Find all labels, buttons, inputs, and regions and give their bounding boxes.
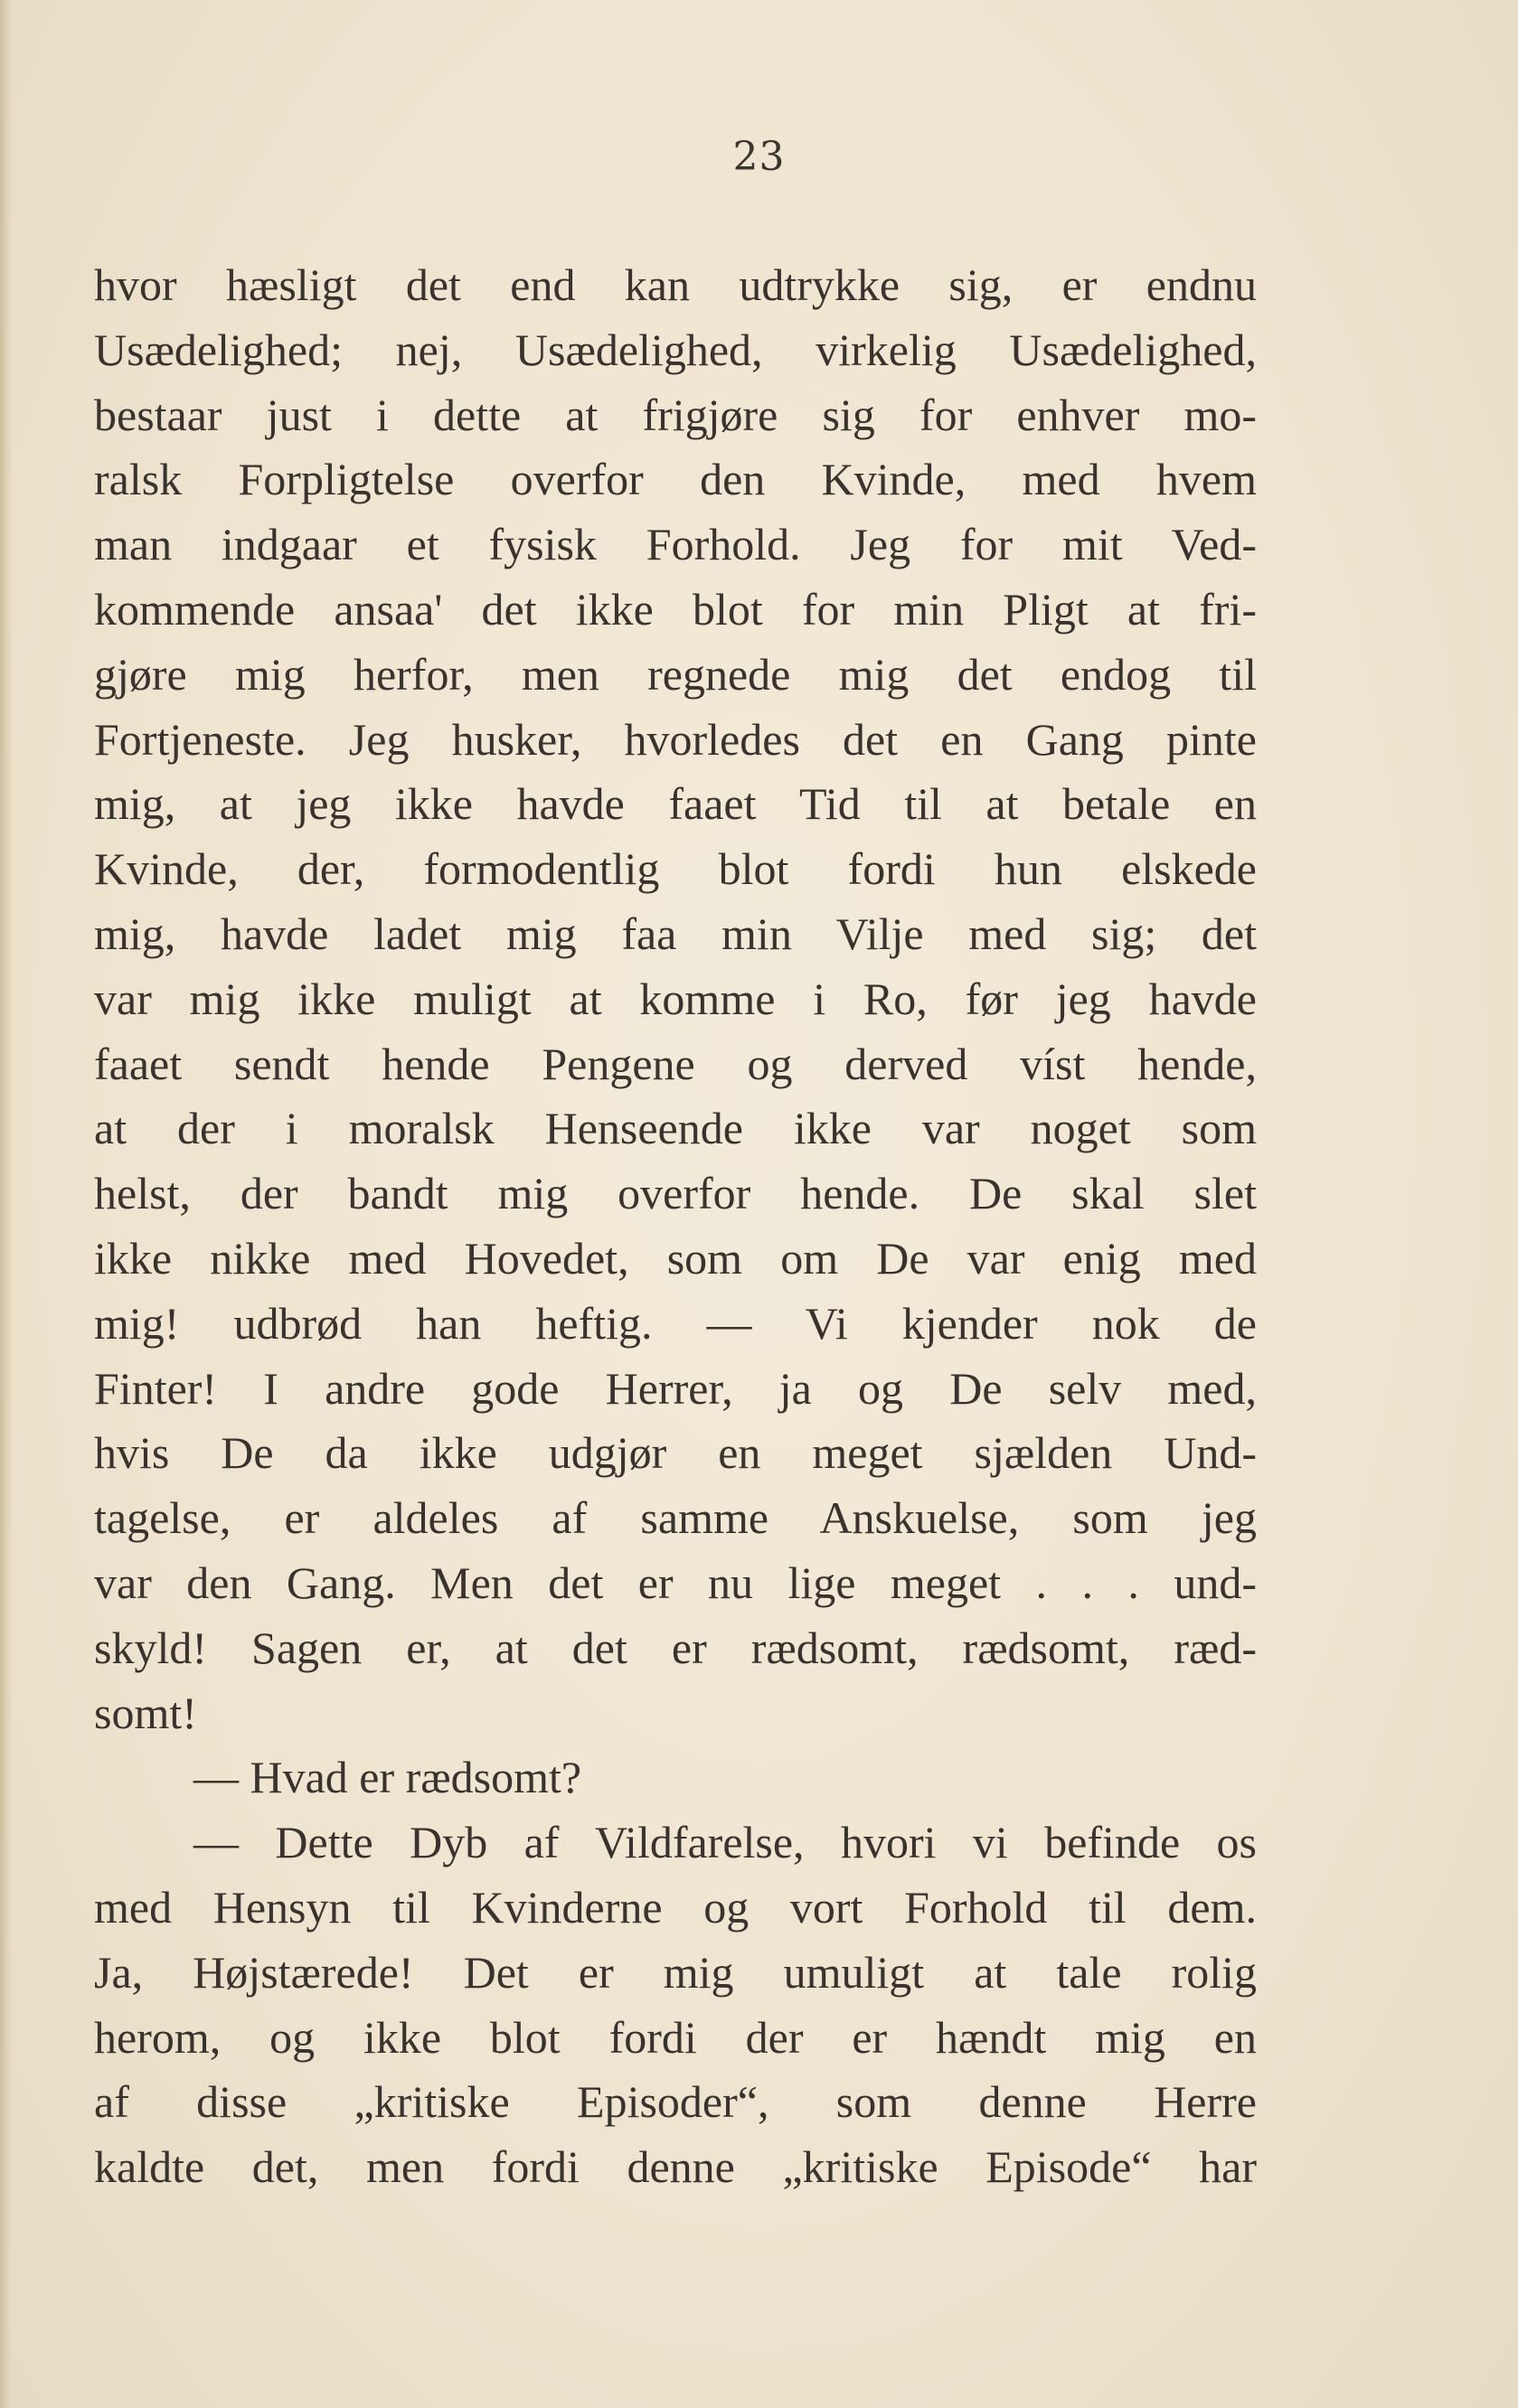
text-line: af disse „kritiske Episoder“, som denne Herre [94, 2076, 1257, 2128]
text-line: Ja, Højstærede! Det er mig umuligt at tale rolig [94, 1946, 1257, 1998]
text-line: Kvinde, der, formodentlig blot fordi hun elskede [94, 843, 1257, 895]
page-edge-shadow [0, 0, 13, 2408]
text-line: herom, og ikke blot fordi der er hændt mig en [94, 2011, 1257, 2063]
text-line: var mig ikke muligt at komme i Ro, før jeg havde [94, 973, 1257, 1024]
text-line: tagelse, er aldeles af samme Anskuelse, som jeg [94, 1492, 1257, 1544]
text-line: man indgaar et fysisk Forhold. Jeg for mit Ved- [94, 519, 1257, 570]
text-line: helst, der bandt mig overfor hende. De skal slet [94, 1168, 1257, 1219]
text-line: mig, havde ladet mig faa min Vilje med sig; det [94, 908, 1257, 959]
text-line: mig! udbrød han heftig. — Vi kjender nok de [94, 1297, 1257, 1349]
page-number: 23 [732, 134, 786, 180]
text-line: var den Gang. Men det er nu lige meget . . . und- [94, 1557, 1257, 1608]
text-line: ikke nikke med Hovedet, som om De var enig med [94, 1232, 1257, 1284]
text-line: kommende ansaa' det ikke blot for min Pligt at fri- [94, 583, 1257, 635]
text-line: — Dette Dyb af Vildfarelse, hvori vi befinde os [193, 1817, 1257, 1868]
text-line: skyld! Sagen er, at det er rædsomt, rædsomt, ræd- [94, 1622, 1257, 1673]
text-line: mig, at jeg ikke havde faaet Tid til at betale en [94, 778, 1257, 830]
text-line: gjøre mig herfor, men regnede mig det endog til [94, 648, 1257, 700]
text-line: — Hvad er rædsomt? [193, 1752, 582, 1803]
body-text [94, 253, 1257, 2200]
text-line: Usædelighed; nej, Usædelighed, virkelig Usædelighed, [94, 324, 1257, 375]
text-line: med Hensyn til Kvinderne og vort Forhold til dem. [94, 1881, 1257, 1933]
text-line: Finter! I andre gode Herrer, ja og De selv med, [94, 1362, 1257, 1414]
text-line: kaldte det, men fordi denne „kritiske Episode“ har [94, 2141, 1257, 2193]
text-line: hvor hæsligt det end kan udtrykke sig, er endnu [94, 259, 1257, 310]
text-line: somt! [94, 1687, 197, 1738]
text-line: ralsk Forpligtelse overfor den Kvinde, med hvem [94, 454, 1257, 505]
text-line: Fortjeneste. Jeg husker, hvorledes det en Gang pinte [94, 713, 1257, 765]
text-line: at der i moralsk Henseende ikke var noget som [94, 1103, 1257, 1154]
text-line: bestaar just i dette at frigjøre sig for enhver mo- [94, 389, 1257, 440]
text-line: hvis De da ikke udgjør en meget sjælden Und- [94, 1427, 1257, 1479]
text-line: faaet sendt hende Pengene og derved víst hende, [94, 1038, 1257, 1089]
